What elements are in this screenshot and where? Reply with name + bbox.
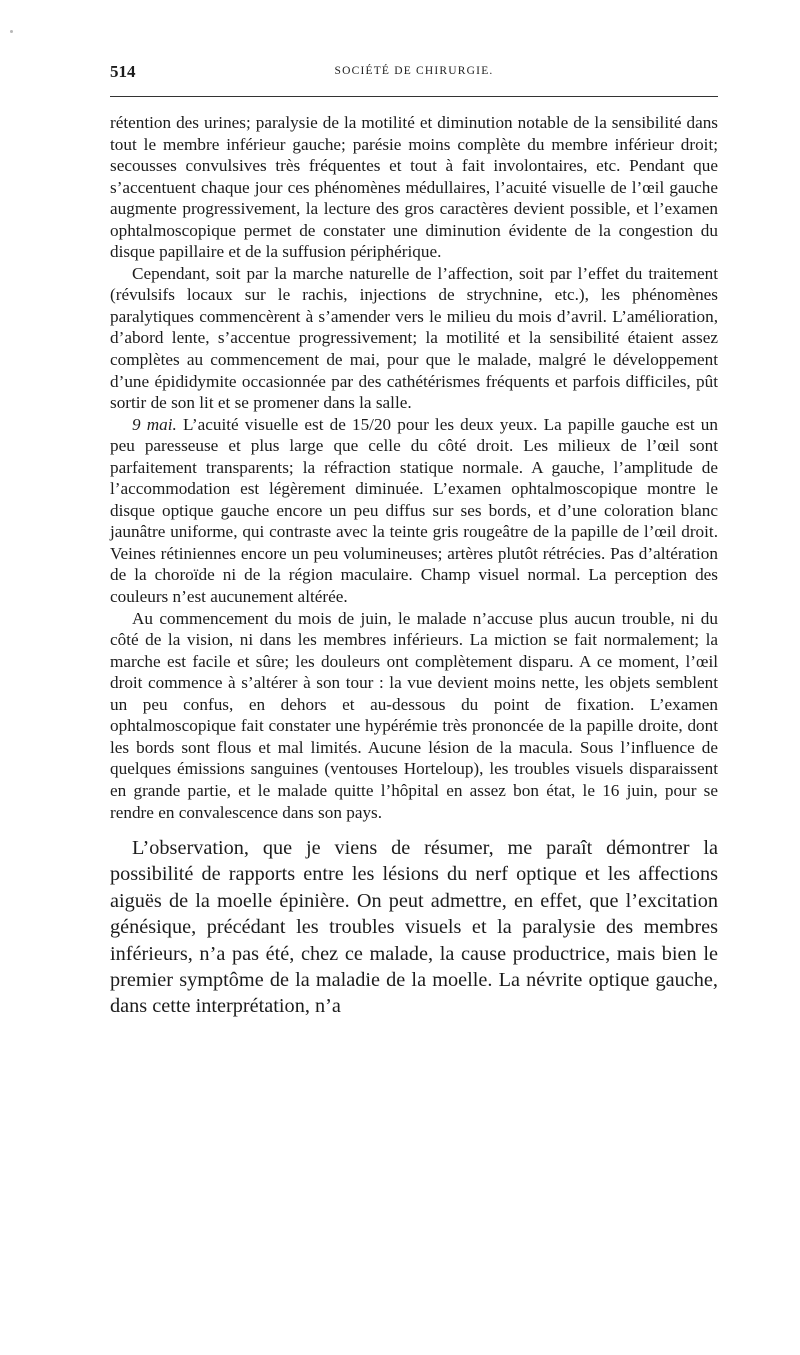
body-text xyxy=(110,112,718,1020)
paragraph-2: Cependant, soit par la marche naturelle de l’affection, soit par l’effet du traitement (révulsifs locaux sur le rachis, injections de strychnine, etc.), les phénomènes paralytiques commencèrent à s’amender vers le milieu du mois d’avril. L’amélioration, d’abord lente, s’accentue progressivement; la motilité et la sensibilité étaient assez complètes au commencement de mai, pour que le malade, malgré le développement d’une épididymite occasionnée par des cathétérismes fréquents et parfois difficiles, pût sortir de son lit et se promener dans la salle. xyxy=(110,263,718,413)
page-header xyxy=(110,62,718,88)
paragraph-5: L’observation, que je viens de résumer, me paraît démontrer la possibilité de rapports entre les lésions du nerf optique et les affections aiguës de la moelle épinière. On peut admettre, en effet, que l’excitation génésique, précédant les troubles visuels et la paralysie des membres inférieurs, n’a pas été, chez ce malade, la cause productrice, mais bien le premier symptôme de la maladie de la moelle. La névrite optique gauche, dans cette interprétation, n’a xyxy=(110,837,718,1018)
page-number: 514 xyxy=(110,62,136,81)
paragraph-3 xyxy=(110,414,718,608)
commentary-block xyxy=(110,835,718,1020)
scan-speck xyxy=(10,30,13,33)
paragraph-3-text: L’acuité visuelle est de 15/20 pour les deux yeux. La papille gauche est un peu paresseuse et plus large que celle du côté droit. Les milieux de l’œil sont parfaitement transparents; la réfraction statique normale. A gauche, l’amplitude de l’accommodation est légèrement diminuée. L’examen ophtalmoscopique montre le disque optique gauche encore un peu diffus sur ses bords, et d’une coloration blanc jaunâtre uniforme, qui contraste avec la teinte gris rougeâtre de la papille de l’œil droit. Veines rétiniennes encore un peu volumineuses; artères plutôt rétrécies. Pas d’altération de la choroïde ni de la région maculaire. Champ visuel normal. La perception des couleurs n’est aucunement altérée. xyxy=(110,414,718,607)
header-rule xyxy=(110,96,718,97)
running-title: SOCIÉTÉ DE CHIRURGIE. xyxy=(334,65,494,77)
date-prefix: 9 mai. xyxy=(132,414,177,434)
case-observation-block xyxy=(110,112,718,823)
paragraph-4: Au commencement du mois de juin, le malade n’accuse plus aucun trouble, ni du côté de la vision, ni dans les membres inférieurs. La miction se fait normalement; la marche est facile et sûre; les douleurs ont complètement disparu. A ce moment, l’œil droit commence à s’altérer à son tour : la vue devient moins nette, les objets semblent un peu confus, en dehors et au-dessous du point de fixation. L’examen ophtalmoscopique fait constater une hypérémie très prononcée de la papille droite, dont les bords sont flous et mal limités. Aucune lésion de la macula. Sous l’influence de quelques émissions sanguines (ventouses Horteloup), les troubles visuels disparaissent en grande partie, et le malade quitte l’hôpital en assez bon état, le 16 juin, pour se rendre en convalescence dans son pays. xyxy=(110,608,718,822)
paragraph-1: rétention des urines; paralysie de la motilité et diminution notable de la sensibilité dans tout le membre inférieur gauche; parésie moins complète du membre inférieur droit; secousses convulsives très fréquentes et tout à fait involontaires, etc. Pendant que s’accentuent chaque jour ces phénomènes médullaires, l’acuité visuelle de l’œil gauche augmente progressivement, la lecture des gros caractères devient possible, et l’examen ophtalmoscopique permet de constater une diminution évidente de la congestion du disque papillaire et de la suffusion périphérique. xyxy=(110,113,718,262)
